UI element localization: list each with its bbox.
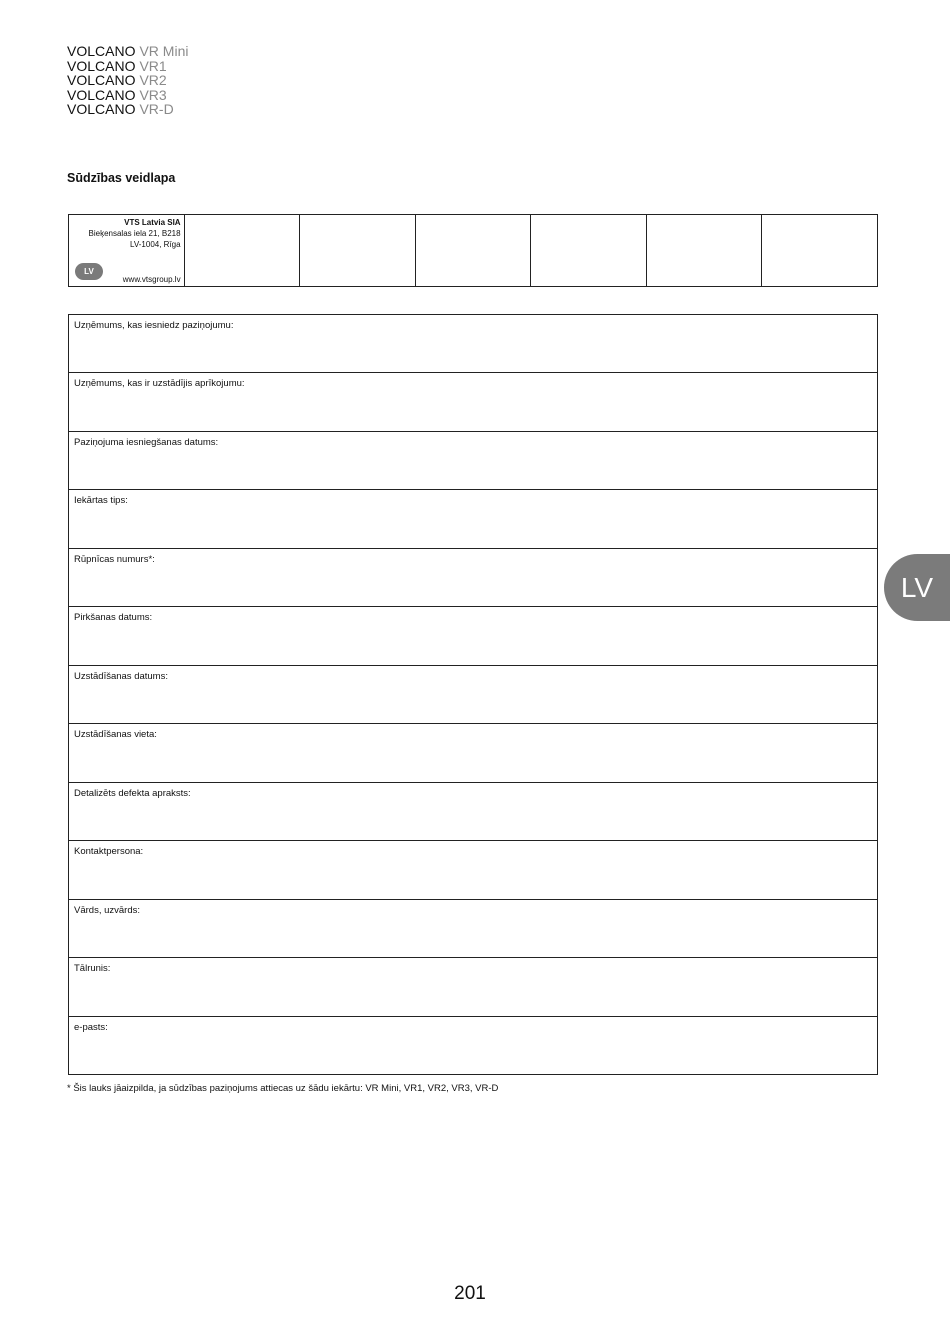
- country-badge: LV: [75, 263, 103, 280]
- company-street: Bieķensalas iela 21, B218: [88, 229, 181, 238]
- model-line: [67, 44, 188, 59]
- page-number: 201: [454, 1283, 486, 1304]
- company-header-table: [68, 214, 878, 287]
- blank-header-cell[interactable]: [184, 215, 300, 286]
- complaint-form: [68, 314, 878, 1075]
- field-label: Tālrunis:: [74, 963, 111, 975]
- field-label: Paziņojuma iesniegšanas datums:: [74, 436, 219, 448]
- blank-header-cell[interactable]: [530, 215, 646, 286]
- model-variant: VR3: [139, 86, 167, 103]
- form-field[interactable]: [69, 431, 877, 489]
- field-label: Uzņēmums, kas ir uzstādījis aprīkojumu:: [74, 378, 245, 390]
- form-field[interactable]: [69, 372, 877, 430]
- model-line: [67, 102, 188, 117]
- form-field[interactable]: [69, 1016, 877, 1074]
- form-field[interactable]: [69, 548, 877, 606]
- form-field[interactable]: [69, 782, 877, 840]
- form-field[interactable]: [69, 489, 877, 547]
- field-label: Vārds, uzvārds:: [74, 904, 140, 916]
- model-variant: VR Mini: [139, 43, 189, 59]
- field-label: e-pasts:: [74, 1021, 108, 1033]
- language-side-tab: LV: [884, 554, 950, 621]
- model-list: [67, 44, 188, 117]
- form-field[interactable]: [69, 606, 877, 664]
- model-variant: VR2: [139, 72, 167, 88]
- form-field[interactable]: [69, 723, 877, 781]
- model-variant: VR1: [139, 57, 167, 74]
- model-variant: VR-D: [139, 101, 174, 117]
- field-label: Rūpnīcas numurs*:: [74, 553, 155, 565]
- field-label: Uzstādīšanas vieta:: [74, 729, 157, 741]
- form-field[interactable]: [69, 957, 877, 1015]
- blank-header-cell[interactable]: [761, 215, 877, 286]
- blank-header-cell[interactable]: [299, 215, 415, 286]
- model-brand: VOLCANO: [67, 101, 136, 117]
- model-line: [67, 59, 188, 74]
- field-label: Iekārtas tips:: [74, 495, 128, 507]
- company-cell: [69, 215, 184, 286]
- model-brand: VOLCANO: [67, 57, 136, 74]
- model-line: [67, 88, 188, 103]
- footnote: * Šis lauks jāaizpilda, ja sūdzības paziņojums attiecas uz šādu iekārtu: VR Mini, VR1, VR2, VR3, VR-D: [67, 1083, 499, 1094]
- field-label: Detalizēts defekta apraksts:: [74, 787, 191, 799]
- field-label: Uzņēmums, kas iesniedz paziņojumu:: [74, 320, 234, 331]
- form-field[interactable]: [69, 665, 877, 723]
- page-title: Sūdzības veidlapa: [67, 171, 176, 185]
- form-field[interactable]: [69, 315, 877, 372]
- form-field[interactable]: [69, 899, 877, 957]
- model-brand: VOLCANO: [67, 86, 136, 103]
- blank-header-cell[interactable]: [415, 215, 531, 286]
- company-website: www.vtsgroup.lv: [122, 275, 181, 284]
- company-name: VTS Latvia SIA: [124, 218, 181, 227]
- field-label: Kontaktpersona:: [74, 846, 144, 858]
- model-brand: VOLCANO: [67, 72, 136, 88]
- model-line: [67, 73, 188, 88]
- blank-header-cell[interactable]: [646, 215, 762, 286]
- model-brand: VOLCANO: [67, 43, 136, 59]
- field-label: Uzstādīšanas datums:: [74, 670, 168, 682]
- company-city: LV-1004, Rīga: [130, 240, 181, 249]
- field-label: Pirkšanas datums:: [74, 612, 153, 624]
- form-field[interactable]: [69, 840, 877, 898]
